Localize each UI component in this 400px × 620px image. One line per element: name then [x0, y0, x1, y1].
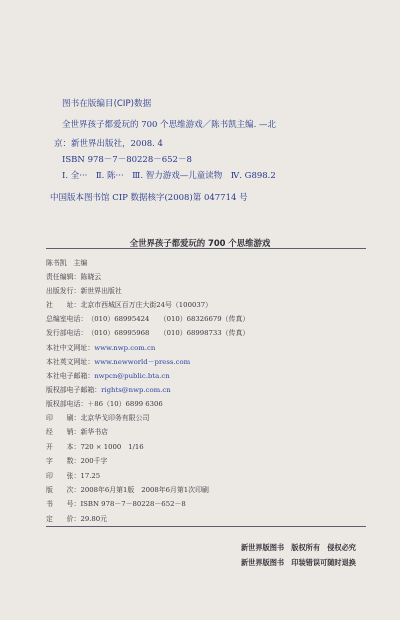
label: 开 本： — [46, 443, 81, 451]
cip-isbn: ISBN 978－7－80228－652－8 — [62, 155, 192, 165]
value: 29.80元 — [80, 515, 108, 523]
cip-line: 京：新世界出版社，2008. 4 — [54, 139, 163, 149]
label: 印 刷： — [46, 414, 81, 422]
label: 发行部电话： — [46, 329, 88, 337]
cn-site-row — [46, 342, 155, 352]
label: 本社中文网址： — [46, 344, 95, 352]
price-row — [46, 513, 107, 523]
label: 字 数： — [46, 457, 81, 465]
divider — [46, 526, 366, 527]
value: 新华书店 — [80, 428, 109, 436]
value: 北京华戈印务有限公司 — [80, 414, 150, 422]
edition-row — [46, 484, 209, 494]
label: 本社英文网址： — [46, 358, 95, 366]
responsible-editor-row — [46, 271, 101, 281]
copyright-email-row — [46, 384, 171, 394]
value: （010）68995424 （010）68326679（传真） — [87, 315, 250, 323]
editor: 陈书凯 主编 — [46, 259, 88, 267]
print-error-notice: 新世界版图书 印装错误可随时退换 — [240, 558, 356, 567]
isbn-row — [46, 498, 186, 508]
distributor-row — [46, 426, 108, 436]
value: 北京市西城区百万庄大街24号（100037） — [80, 301, 212, 309]
value: ISBN 978－7－80228－652－8 — [80, 500, 186, 508]
value: 17.25 — [80, 472, 101, 480]
cip-line: 全世界孩子都爱玩的 700 个思维游戏／陈书凯主编. —北 — [62, 120, 277, 130]
label: 总编室电话： — [46, 315, 88, 323]
value: 新世界出版社 — [80, 287, 122, 295]
label: 版权部电话： — [46, 400, 88, 408]
label: 版 次： — [46, 486, 81, 494]
value: 2008年6月第1版 2008年6月第1次印刷 — [80, 486, 209, 494]
label: 社 址： — [46, 301, 81, 309]
copyright-email-link[interactable]: rights@nwp.com.cn — [101, 386, 171, 394]
cip-classification: Ⅰ. 全··· Ⅱ. 陈··· Ⅲ. 智力游戏—儿童读物 Ⅳ. G898.2 — [62, 171, 276, 181]
address-row — [46, 299, 212, 309]
copyright-notice: 新世界版图书 版权所有 侵权必究 — [240, 543, 356, 552]
value: 200千字 — [80, 457, 108, 465]
value: ＋86（10）6899 6306 — [87, 400, 163, 408]
editor-row — [46, 257, 87, 267]
format-row — [46, 441, 144, 451]
divider — [46, 248, 366, 249]
label: 出版发行： — [46, 287, 81, 295]
copyright-phone-row — [46, 398, 163, 408]
value: 陈晓云 — [80, 273, 102, 281]
label: 定 价： — [46, 515, 81, 523]
label: 经 销： — [46, 428, 81, 436]
sheets-row — [46, 470, 100, 480]
cn-site-link[interactable]: www.nwp.com.cn — [94, 344, 156, 352]
label: 本社电子邮箱： — [46, 372, 95, 380]
book-title: 全世界孩子都爱玩的 700 个思维游戏 — [129, 238, 271, 248]
office-phone-row — [46, 313, 249, 323]
words-row — [46, 455, 107, 465]
label: 书 号： — [46, 500, 81, 508]
dist-phone-row — [46, 327, 249, 337]
email-row — [46, 370, 170, 380]
printer-row — [46, 412, 149, 422]
en-site-link[interactable]: www.newworld－press.com — [94, 358, 191, 366]
cip-title: 图书在版编目(CIP)数据 — [62, 99, 152, 109]
label: 版权部电子邮箱： — [46, 386, 102, 394]
label: 责任编辑： — [46, 273, 81, 281]
value: 720 × 1000 1/16 — [80, 443, 144, 451]
en-site-row — [46, 356, 190, 366]
cip-record-number: 中国版本图书馆 CIP 数据核字(2008)第 047714 号 — [50, 193, 248, 203]
label: 印 张： — [46, 472, 81, 480]
publisher-row — [46, 285, 122, 295]
value: （010）68995968 （010）68998733（传真） — [87, 329, 250, 337]
email-link[interactable]: nwpcn@public.bta.cn — [94, 372, 170, 380]
